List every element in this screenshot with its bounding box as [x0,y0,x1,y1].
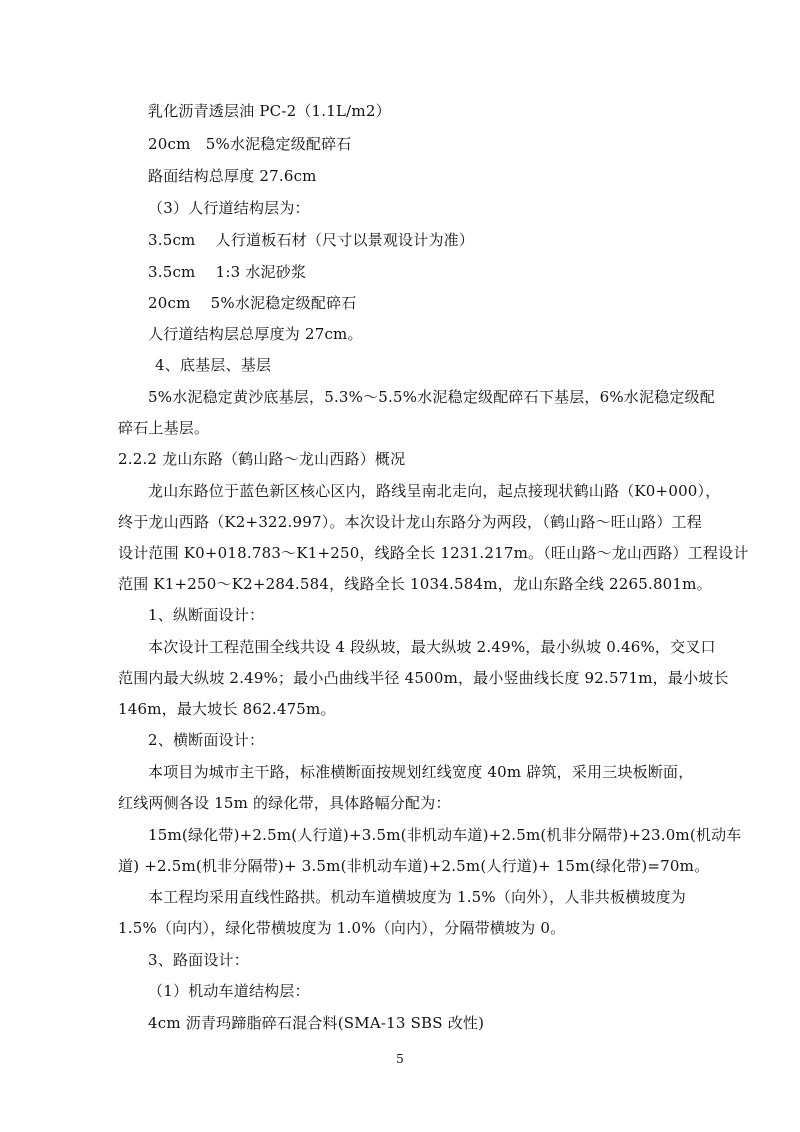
text-line: 红线两侧各设 15m 的绿化带，具体路幅分配为： [118,794,451,812]
text-line: 终于龙山西路（K2+322.997）。本次设计龙山东路分为两段，（鹤山路～旺山路）工程 [118,513,702,531]
text-line: 范围内最大纵坡 2.49%；最小凸曲线半径 4500m，最小竖曲线长度 92.571m，最小坡长 [118,669,729,687]
text-line: 龙山东路位于蓝色新区核心区内，路线呈南北走向，起点接现状鹤山路（K0+000）， [148,482,721,500]
text-line: 本工程均采用直线性路拱。机动车道横坡度为 1.5%（向外），人非共板横坡度为 [148,888,686,906]
section-heading: 3、路面设计： [148,951,249,969]
text-line: 范围 K1+250～K2+284.584，线路全长 1034.584m，龙山东路全线 2265.801m。 [118,575,712,593]
text-line: 设计范围 K0+018.783～K1+250，线路全长 1231.217m。（旺山路～龙山西路）工程设计 [118,544,749,562]
section-heading: 2.2.2 龙山东路（鹤山路～龙山西路）概况 [118,450,406,468]
text-line: 本次设计工程范围全线共设 4 段纵坡，最大纵坡 2.49%，最小纵坡 0.46%，交叉口 [148,638,716,656]
section-heading: （1）机动车道结构层： [148,982,310,1000]
text-line: 15m(绿化带)+2.5m(人行道)+3.5m(非机动车道)+2.5m(机非分隔带)+23.0m(机动车 [148,826,742,844]
text-line: 146m，最大坡长 862.475m。 [118,700,336,718]
text-line: 1.5%（向内），绿化带横坡度为 1.0%（向内），分隔带横坡为 0。 [118,919,566,937]
text-line: 道) +2.5m(机非分隔带)+ 3.5m(非机动车道)+2.5m(人行道)+ 15m(绿化带)=70m。 [118,857,710,875]
text-line: 20cm 5%水泥稳定级配碎石 [148,294,357,312]
text-line: 4cm 沥青玛蹄脂碎石混合料(SMA-13 SBS 改性) [148,1014,485,1032]
text-line: 20cm 5%水泥稳定级配碎石 [148,135,352,153]
section-heading: （3）人行道结构层为： [148,199,310,217]
section-heading: 2、横断面设计： [148,731,265,749]
section-heading: 4、底基层、基层 [155,356,272,374]
text-line: 碎石上基层。 [118,419,210,437]
page-number: 5 [396,1052,404,1066]
text-line: 5%水泥稳定黄沙底基层，5.3%～5.5%水泥稳定级配碎石下基层，6%水泥稳定级配 [148,388,716,406]
text-line: 人行道结构层总厚度为 27cm。 [148,325,363,343]
section-heading: 1、纵断面设计： [148,606,265,624]
text-line: 本项目为城市主干路，标准横断面按规划红线宽度 40m 辟筑，采用三块板断面， [148,763,694,781]
text-line: 3.5cm 1:3 水泥砂浆 [148,263,307,281]
text-line: 路面结构总厚度 27.6cm [148,167,317,185]
text-line: 3.5cm 人行道板石材（尺寸以景观设计为准） [148,231,475,249]
text-line: 乳化沥青透层油 PC-2（1.1L/m2） [148,102,391,120]
